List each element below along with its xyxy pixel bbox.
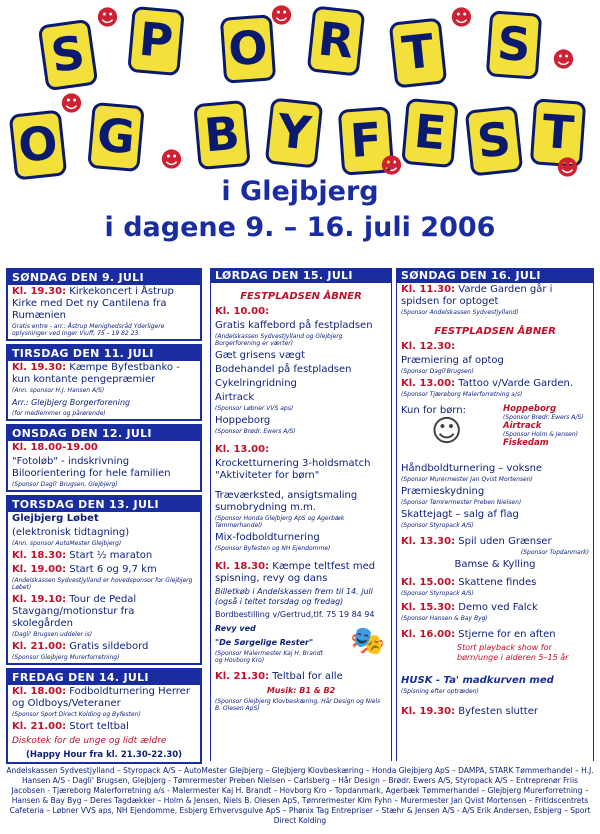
kids-activity: Fiskedam <box>503 438 549 448</box>
title-letter: R <box>307 5 366 76</box>
time: Kl. 15.30: <box>401 602 456 613</box>
event-text: Kæmpe Byfestbanko - kun kontante pengepræmier <box>12 362 180 385</box>
event-text: Demo ved Falck <box>458 602 538 613</box>
day-box-thursday-13 <box>6 495 202 665</box>
sponsor-note: (Sponsor Tømrermester Preben Nielsen) <box>401 499 522 506</box>
event <box>397 628 593 642</box>
event-text: Kæmpe teltfest med spisning, revy og dans <box>215 561 376 584</box>
kids-activity: Hoppeborg <box>503 404 557 414</box>
time: Kl. 13.30: <box>401 536 456 547</box>
time: Kl. 21.00: <box>12 641 67 652</box>
column-3 <box>396 268 594 761</box>
event-text: Bodehandel på festpladsen <box>215 364 352 375</box>
event-text: Byfesten slutter <box>458 706 538 717</box>
organizer-note: (for medlemmer og pårørende) <box>12 410 106 417</box>
sponsor-note: (Ann. sponsor AutoMester Glejbjerg) <box>12 540 122 547</box>
day-box-wednesday-12 <box>6 424 202 492</box>
event <box>8 285 200 323</box>
sponsor-note: Gratis entre - arr.: Åstrup Menighedsråd Yderligere oplysninger ved Inger Viuff, 75 – 19 82 23. <box>12 323 165 337</box>
sponsor-note: (Dagli' Brugsen uddeler is) <box>12 631 93 638</box>
sponsor-note: (Sponsor Brødr. Ewers A/S) <box>215 428 296 435</box>
event-text: Skattejagt – salg af flag <box>401 509 519 520</box>
event <box>8 549 200 563</box>
event-text: Krocketturnering 3-holdsmatch "Aktiviteter for børn" <box>215 458 371 481</box>
revy-label: Revy ved <box>215 624 256 633</box>
revy-block <box>211 622 391 666</box>
title-letter: B <box>193 100 251 170</box>
time: Kl. 13.00: <box>215 444 270 455</box>
event <box>397 705 593 719</box>
sponsor-note: (Sponsor Murermester Jan Qvist Mortensen) <box>401 476 533 483</box>
title-letter: G <box>87 102 145 172</box>
event-text: Stort playback show for børn/unge i alderen 5–15 år <box>457 643 569 662</box>
event-text: Træværksted, ansigtsmaling sumobrydning m.m. <box>215 490 358 513</box>
event <box>397 601 593 615</box>
event <box>397 535 593 549</box>
event-text: Stjerne for en aften <box>458 629 556 640</box>
day-header: ONSDAG DEN 12. JULI <box>8 426 200 441</box>
event-text: (elektronisk tidtagning) <box>12 527 130 538</box>
sponsor-note: (Sponsor Sport Direct Kolding og Byfesten) <box>12 711 141 718</box>
sponsor-note: (Sponsor Andelskassen Sydvestjylland) <box>401 309 519 316</box>
time: Kl. 19.30: <box>12 362 67 373</box>
title-letter: T <box>530 98 586 167</box>
event <box>397 377 593 391</box>
title-letter: T <box>389 17 448 88</box>
event-text: Diskotek for de unge og lidt ældre <box>12 736 167 746</box>
kids-block <box>397 404 593 462</box>
time: Kl. 21.30: <box>215 671 270 682</box>
day-header: LØRDAG DEN 15. JULI <box>211 268 391 283</box>
theatre-masks-icon: 🎭 <box>350 624 385 657</box>
day-box-tuesday-11 <box>6 344 202 421</box>
subtitle-dates: i dagene 9. – 16. juli 2006 <box>104 212 496 243</box>
sponsor-note: (Sponsor Dagli'Brugsen) <box>401 368 474 375</box>
title-letter: S <box>38 19 99 92</box>
title-byfest <box>0 92 600 181</box>
event <box>397 576 593 590</box>
sponsor-note: (Sponsor Styropack A/S) <box>401 590 474 597</box>
sponsor-footer: Andelskassen Sydvestjylland – Styropack A/S – AutoMester Glejbjerg – Glejbjerg Klovbeskæring – Honda Glejbjerg ApS – DAMPA, STARK Tømmerhandel – H.J. Hansen A/S - Dagli' Brugsen, Glejbjerg - Tømrermester Preben Nielsen – Carlsberg – Hår Design – Brødr. Ewers A/S, Styropack A/S – Entreprenør Friis Jacobsen - Tjæreborg Malerforretning a/s - Malermester Kaj H. Brandt – Hovborg Kro – Topdanmark, Agerbæk Tømmerhandel – Glejbjerg Murerforretning – Hansen & Bay Byg – Deres Tagdækker – Holm & Jensen, Niels B. Olesen ApS, Tømrermester Kim Fyhn – Murermester Jan Qvist Mortensen – Fritidscentrets Cafeteria – Løbner VVS aps, NH Ejendomme, Esbjerg Erhvervsgulve ApS – Phønix Tag Entrepriser – Stæhr & Jensen A/S - A/S Erik Andersen, Esbjerg – Sport Direct Kolding <box>6 766 594 825</box>
event <box>211 305 391 319</box>
section-heading: FESTPLADSEN ÅBNER <box>240 291 362 302</box>
event <box>8 563 200 577</box>
event-text: Teltbal for alle <box>272 671 343 682</box>
event-text: Skattene findes <box>458 577 537 588</box>
title-letter: F <box>338 106 394 175</box>
event-text: Fodboldturnering Herrer og Oldboys/Veteraner <box>12 686 190 709</box>
time: Kl. 13.00: <box>401 378 456 389</box>
time: Kl. 12.30: <box>401 341 456 352</box>
column-1 <box>6 268 202 761</box>
sponsor-note: (Spisning efter optræden) <box>401 688 479 695</box>
event-text: "Fotoløb" - indskrivning Biloorientering for hele familien <box>12 456 171 479</box>
event-text: Tour de Pedal Stavgang/motionstur fra skolegården <box>12 594 137 629</box>
sponsor-note: (Sponsor Honda Glejbjerg ApS og Agerbæk Tømmerhandel) <box>215 515 345 529</box>
time: Kl. 11.30: <box>401 284 456 295</box>
cartoon-figure-icon: ☻ <box>450 6 473 31</box>
sponsor-note: (Sponsor Glejbjerg Klovbeskæring, Hår Design og Niels B. Olesen ApS) <box>215 698 381 712</box>
sponsor-note: (Andelskassen Sydvestjylland er hovedsponsor for Glejbjerg Løbet) <box>12 577 193 591</box>
day-header: SØNDAG DEN 16. JULI <box>397 268 593 283</box>
time: Kl. 19.30: <box>401 706 456 717</box>
sponsor-note: (Sponsor Byfesten og NH Ejendomme) <box>215 545 331 552</box>
event <box>8 720 200 734</box>
cartoon-figure-icon: ☻ <box>556 156 579 181</box>
time: Kl. 19.00: <box>12 564 67 575</box>
kids-activity: Airtrack <box>503 421 542 431</box>
sponsor-note: (Sponsor Glejbjerg Murerforretning) <box>12 654 120 661</box>
event-text: (Happy Hour fra kl. 21.30-22.30) <box>25 750 183 760</box>
event <box>397 283 593 309</box>
event-text: Mix-fodboldturnering <box>215 532 320 543</box>
event-text: Stort teltbal <box>69 721 129 732</box>
sponsor-note: (Sponsor Tjæreborg Malerforretning a/s) <box>401 391 523 398</box>
sponsor-note: (Ann. sponsor H.J. Hansen A/S) <box>12 387 105 394</box>
organizer: Arr.: Glejbjerg Borgerforening <box>12 398 131 407</box>
cartoon-figure-icon: ☻ <box>552 48 575 73</box>
title-letter: S <box>465 105 524 176</box>
sponsor-note: (Sponsor Dagli' Brugsen, Glejbjerg) <box>12 481 118 488</box>
title-letter: S <box>486 10 542 79</box>
event-text: Bamse & Kylling <box>454 559 536 570</box>
time: Kl. 10.00: <box>215 306 270 317</box>
event-text: Gratis sildebord <box>69 641 149 652</box>
event <box>8 441 200 455</box>
event-text: Gæt grisens vægt <box>215 350 305 361</box>
cartoon-figure-icon: ☻ <box>96 6 119 31</box>
child-figure-icon: ☺ <box>431 414 463 449</box>
cartoon-figure-icon: ☻ <box>380 154 403 179</box>
time: Kl. 18.00-19.00 <box>12 442 98 453</box>
event-text: Glejbjerg Løbet <box>12 513 99 524</box>
title-sports <box>0 2 600 86</box>
day-header: SØNDAG DEN 9. JULI <box>8 270 200 285</box>
day-header: TORSDAG DEN 13. JULI <box>8 497 200 512</box>
event-text: Start 6 og 9,7 km <box>69 564 157 575</box>
event <box>211 443 391 457</box>
sponsor-note: (Sponsor Topdanmark) <box>520 549 589 556</box>
sponsor-note: (Andelskassen Sydvestjylland og Glejbjerg Borgerforening er værter) <box>215 333 343 347</box>
time: Kl. 19.30: <box>12 286 67 297</box>
sponsor-note: (Sponsor Løbner VVS aps) <box>215 405 294 412</box>
title-letter: Y <box>265 97 324 168</box>
day-box-sunday-9 <box>6 268 202 341</box>
time: Kl. 21.00: <box>12 721 67 732</box>
time: Kl. 19.10: <box>12 594 67 605</box>
table-booking: Bordbestilling v/Gertrud,tlf. 75 19 84 94 <box>215 610 375 619</box>
time: Kl. 18.00: <box>12 686 67 697</box>
event <box>8 361 200 387</box>
event <box>8 685 200 711</box>
day-box-friday-14 <box>6 668 202 764</box>
event-text: Start ½ maraton <box>69 550 153 561</box>
time: Kl. 15.00: <box>401 577 456 588</box>
cartoon-figure-icon: ☻ <box>270 4 293 29</box>
event <box>8 640 200 654</box>
day-header: TIRSDAG DEN 11. JULI <box>8 346 200 361</box>
event-text: Tattoo v/Varde Garden. <box>458 378 574 389</box>
music-info: Musik: B1 & B2 <box>266 686 336 695</box>
event-text: Airtrack <box>215 392 255 403</box>
title-letter: O <box>220 14 276 83</box>
event <box>397 340 593 354</box>
event <box>8 593 200 631</box>
section-heading: FESTPLADSEN ÅBNER <box>434 326 556 337</box>
time: Kl. 16.00: <box>401 629 456 640</box>
event-text: Kirkekoncert i Åstrup Kirke med Det ny Cantilena fra Rumænien <box>12 286 174 321</box>
sponsor-note: (Sponsor Styropack A/S) <box>401 522 474 529</box>
event-text: Varde Garden går i spidsen for optoget <box>401 284 553 307</box>
day-header: FREDAG DEN 14. JULI <box>8 670 200 685</box>
event-text: Præmieskydning <box>401 486 485 497</box>
cartoon-figure-icon: ☻ <box>60 92 83 117</box>
title-letter: O <box>9 109 68 180</box>
event-text: Spil uden Grænser <box>458 536 552 547</box>
kids-activities <box>503 404 584 448</box>
ticket-info: Billetkøb i Andelskassen frem til 14. juli (også i teltet torsdag og fredag) <box>215 587 373 606</box>
event-text: Cykelringridning <box>215 378 297 389</box>
column-2 <box>210 268 392 761</box>
revy-name: "De Sørgelige Rester" <box>215 638 314 647</box>
event-text: Hoppeborg <box>215 415 271 426</box>
event <box>211 560 391 586</box>
cartoon-figure-icon: ☻ <box>160 148 183 173</box>
husk-note: HUSK - Ta' madkurven med <box>401 675 554 686</box>
sponsor-note: (Sponsor Hansen & Bay Byg) <box>401 615 488 622</box>
kids-label: Kun for børn: <box>401 405 466 416</box>
sponsor-note: (Sponsor Brødr. Ewers A/S) <box>503 414 584 421</box>
event <box>211 670 391 684</box>
sponsor-note: (Sponsor Holm & Jensen) <box>503 431 579 438</box>
subtitle-place: i Glejbjerg <box>221 176 379 207</box>
event-text: Præmiering af optog <box>401 355 504 366</box>
time: Kl. 18.30: <box>12 550 67 561</box>
title-letter: P <box>127 6 185 76</box>
event-text: Håndboldturnering – voksne <box>401 463 543 474</box>
event-text: Gratis kaffebord på festpladsen <box>215 320 373 331</box>
sponsor-note: (Sponsor Malermester Kaj H. Brandt og Hovborg Kro) <box>215 650 323 664</box>
time: Kl. 18.30: <box>215 561 270 572</box>
title-letter: E <box>401 98 459 168</box>
